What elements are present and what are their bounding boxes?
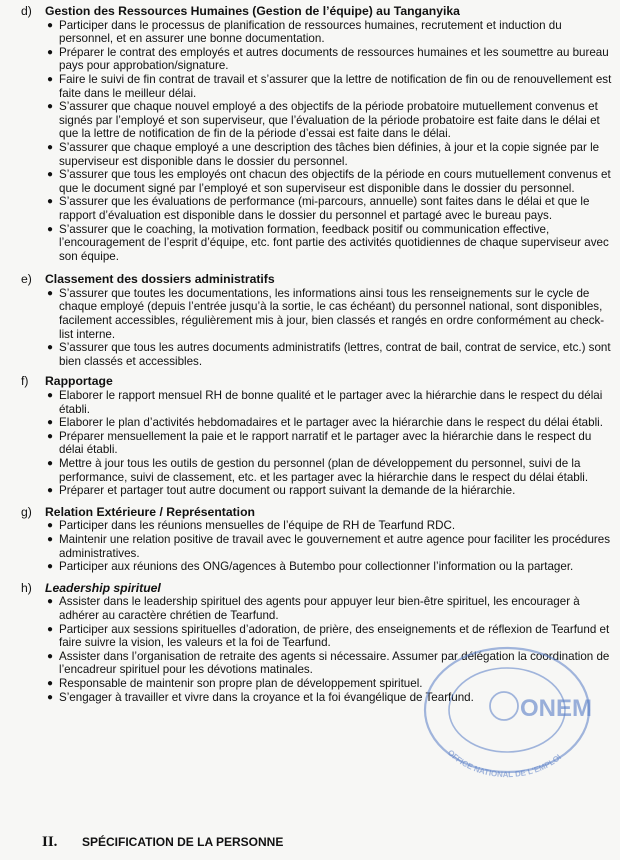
section-title: Classement des dossiers administratifs <box>45 272 275 287</box>
section-letter: h) <box>21 580 32 595</box>
part-title: SPÉCIFICATION DE LA PERSONNE <box>82 835 284 849</box>
bullet-icon: ● <box>47 141 54 153</box>
section-h <box>21 582 612 704</box>
bullet-icon: ● <box>47 223 54 235</box>
list-item-text: Participer aux sessions spirituelles d’adoration, de prière, des enseignements et de réflexion de Tearfund et faire suivre la vision, les valeurs et la foi de Tearfund. <box>59 622 610 650</box>
sections-container <box>0 5 620 704</box>
list-item-text: S’assurer que tous les employés ont chacun des objectifs de la période en cours mutuellement convenus et que le document signé par l’employé et son superviseur est disponible dans le dossier du personnel. <box>59 168 611 195</box>
list-item-text: Participer aux réunions des ONG/agences à Butembo pour collectionner l’information ou la partager. <box>59 560 574 574</box>
list-item <box>45 677 612 691</box>
section-heading <box>21 506 612 520</box>
bullet-list <box>21 595 612 704</box>
part-heading <box>42 836 283 850</box>
section-heading <box>21 582 612 596</box>
list-item <box>45 457 612 484</box>
list-item <box>45 141 612 168</box>
list-item <box>45 595 612 622</box>
list-item-text: Préparer et partager tout autre document ou rapport suivant la demande de la hiérarchie. <box>59 484 516 498</box>
list-item-text: S’assurer que tous les autres documents administratifs (lettres, contrat de bail, contrat de service, etc.) sont bien classés et accessibles. <box>59 341 611 368</box>
bullet-list <box>21 389 612 498</box>
bullet-icon: ● <box>47 417 54 429</box>
list-item <box>45 287 612 341</box>
list-item-text: Mettre à jour tous les outils de gestion du personnel (plan de développement du personnel, suivi de la performance, suivi de classement, etc. et les partager avec la hiérarchie dans le respect du délai établi. <box>59 457 589 484</box>
bullet-icon: ● <box>47 561 54 573</box>
section-f <box>21 375 612 497</box>
list-item <box>45 416 612 430</box>
bullet-list <box>21 519 612 573</box>
list-item-text: S’assurer que le coaching, la motivation formation, feedback positif ou communication effective, l’encouragement de l’esprit d’équipe, etc. font partie des activités quotidiennes de chaque superviseur avec son équipe. <box>59 222 609 263</box>
section-g <box>21 506 612 574</box>
list-item <box>45 73 612 100</box>
section-heading <box>21 5 612 19</box>
bullet-list <box>21 287 612 369</box>
bullet-icon: ● <box>47 287 54 299</box>
bullet-icon: ● <box>47 342 54 354</box>
list-item-text: S’assurer que chaque nouvel employé a des objectifs de la période probatoire mutuellement convenus et signés par l’employé et son superviseur, que l’évaluation de la période probatoire est faite dans le délai et que la lettre de notification de fin de la période d’essai est faite dans le délai. <box>59 100 600 141</box>
section-letter: g) <box>21 504 32 519</box>
list-item <box>45 223 612 264</box>
bullet-icon: ● <box>47 169 54 181</box>
list-item <box>45 100 612 141</box>
list-item-text: S’assurer que chaque employé a une description des tâches bien définies, à jour et la copie signée par le superviseur est disponible dans le dossier du personnel. <box>59 140 600 168</box>
bullet-icon: ● <box>47 485 54 497</box>
bullet-icon: ● <box>47 101 54 113</box>
stamp-ring-text: OFFICE NATIONAL DE L'EMPLOI <box>445 748 564 780</box>
list-item <box>45 430 612 457</box>
bullet-icon: ● <box>47 520 54 532</box>
section-letter: d) <box>21 4 32 18</box>
section-title: Rapportage <box>45 374 113 389</box>
section-e <box>21 273 612 368</box>
bullet-icon: ● <box>47 196 54 208</box>
section-title: Relation Extérieure / Représentation <box>45 504 255 519</box>
bullet-icon: ● <box>47 46 54 58</box>
section-d <box>21 5 612 263</box>
bullet-icon: ● <box>47 390 54 402</box>
section-title: Leadership spirituel <box>45 580 161 595</box>
stamp-center-text: ONEM <box>520 695 592 722</box>
list-item <box>45 46 612 73</box>
list-item-text: Assister dans le leadership spirituel des agents pour appuyer leur bien-être spirituel, les encourager à adhérer au caractère chrétien de Tearfund. <box>59 595 580 622</box>
list-item-text: Elaborer le plan d’activités hebdomadaires et le partager avec la hiérarchie dans le respect du délai établi. <box>59 416 603 430</box>
list-item-text: S’engager à travailler et vivre dans la croyance et la foi évangélique de Tearfund. <box>59 690 474 704</box>
list-item <box>45 533 612 560</box>
list-item <box>45 19 612 46</box>
list-item-text: Participer dans les réunions mensuelles de l’équipe de RH de Tearfund RDC. <box>59 519 456 533</box>
section-letter: e) <box>21 272 32 287</box>
list-item-text: Participer dans le processus de planification de ressources humaines, recrutement et induction du personnel, et en assurer une bonne documentation. <box>59 18 562 46</box>
list-item <box>45 650 612 677</box>
bullet-icon: ● <box>47 430 54 442</box>
list-item <box>45 519 612 533</box>
bullet-icon: ● <box>47 691 54 703</box>
list-item-text: S’assurer que les évaluations de performance (mi-parcours, annuelle) sont faites dans le délai et que le rapport d’évaluation est disponible dans le dossier du personnel et partagé avec le bureau pays. <box>59 195 590 222</box>
list-item-text: Elaborer le rapport mensuel RH de bonne qualité et le partager avec la hiérarchie dans le respect du délai établi. <box>59 389 603 416</box>
section-title: Gestion des Ressources Humaines (Gestion de l’équipe) au Tanganyika <box>45 4 460 18</box>
section-letter: f) <box>21 374 29 389</box>
list-item <box>45 195 612 222</box>
bullet-icon: ● <box>47 623 54 635</box>
list-item <box>45 168 612 195</box>
section-heading <box>21 273 612 287</box>
bullet-icon: ● <box>47 19 54 31</box>
list-item <box>45 623 612 650</box>
bullet-list <box>21 19 612 264</box>
bullet-icon: ● <box>47 458 54 469</box>
list-item <box>45 341 612 368</box>
list-item-text: S’assurer que toutes les documentations, les informations ainsi tous les renseignements sur le cycle de chaque employé (depuis l’entrée jusqu’à la sortie, le cas échéant) du personnel national, sont disponibles, facilement accessibles, régulièrement mis à jour, bien classés et rangés en ordre conformément au check-list interne. <box>59 286 605 341</box>
list-item-text: Assister dans l’organisation de retraite des agents si nécessaire. Assumer par délégation la coordination de l’encadreur spirituel pour les dévotions matinales. <box>59 649 610 677</box>
list-item-text: Maintenir une relation positive de travail avec le gouvernement et autre agence pour faciliter les procédures administratives. <box>59 532 611 560</box>
list-item-text: Faire le suivi de fin contrat de travail et s’assurer que la lettre de notification de fin ou de renouvellement est faite dans le meilleur délai. <box>59 72 612 100</box>
bullet-icon: ● <box>47 73 54 85</box>
list-item <box>45 560 612 574</box>
list-item-text: Préparer mensuellement la paie et le rapport narratif et le partager avec la hiérarchie dans le respect du délai établi. <box>59 429 592 457</box>
section-heading <box>21 375 612 389</box>
svg-text:OFFICE NATIONAL DE L'EMPLOI <box>446 748 563 779</box>
list-item <box>45 484 612 498</box>
list-item-text: Responsable de maintenir son propre plan de développement spirituel. <box>59 676 423 690</box>
bullet-icon: ● <box>47 596 54 608</box>
bullet-icon: ● <box>47 650 54 662</box>
part-number: II. <box>42 834 58 850</box>
list-item <box>45 691 612 705</box>
list-item <box>45 389 612 416</box>
list-item-text: Préparer le contrat des employés et autres documents de ressources humaines et les soumettre au bureau pays pour approbation/signature. <box>59 45 609 73</box>
bullet-icon: ● <box>47 533 54 545</box>
bullet-icon: ● <box>47 677 54 689</box>
